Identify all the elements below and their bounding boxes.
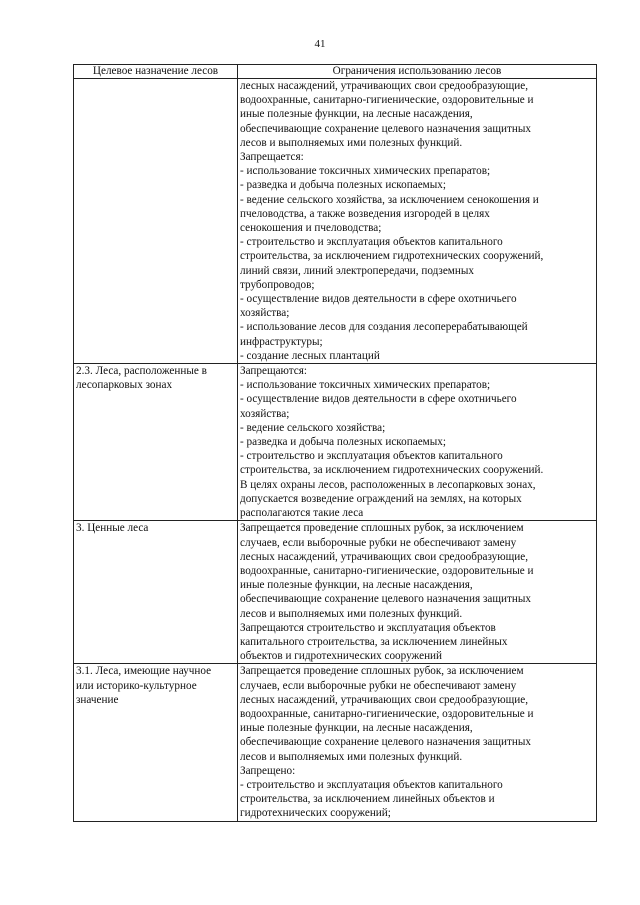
restriction-text-line: строительства, за исключением гидротехнических сооружений, (240, 250, 544, 263)
restriction-text-line: - разведка и добыча полезных ископаемых; (240, 436, 446, 449)
restriction-text-line: случаев, если выборочные рубки не обеспечивают замену (240, 536, 517, 549)
restriction-text-line: Запрещается проведение сплошных рубок, за исключением (240, 522, 524, 535)
header-forest-purpose: Целевое назначение лесов (74, 65, 238, 79)
table-row (74, 664, 597, 821)
restriction-text-line: - осуществление видов деятельности в сфере охотничьего (240, 393, 517, 406)
restriction-text-line: пчеловодства, а также возведения изгородей в целях (240, 207, 490, 220)
restriction-text-line: трубопроводов; (240, 278, 315, 291)
restriction-text-line: - разведка и добыча полезных ископаемых; (240, 179, 446, 192)
category-text-line: лесопарковых зонах (76, 379, 173, 392)
restriction-text-line: капитального строительства, за исключением линейных (240, 635, 508, 648)
forest-category-cell (74, 364, 238, 521)
restriction-text-line: - строительство и эксплуатация объектов капитального (240, 236, 503, 249)
restriction-text-line: сенокошения и пчеловодства; (240, 222, 382, 235)
restriction-text-line: лесов и выполняемых ими полезных функций. (240, 607, 463, 620)
restriction-cell (238, 79, 597, 364)
restriction-text-line: Запрещаются строительство и эксплуатация объектов (240, 621, 496, 634)
restriction-text-line: строительства, за исключением гидротехнических сооружений. (240, 464, 544, 477)
restriction-text-line: допускается возведение ограждений на землях, на которых (240, 492, 522, 505)
restriction-text-line: обеспечивающие сохранение целевого назначения защитных (240, 122, 531, 135)
page-number: 41 (314, 38, 326, 50)
restriction-cell (238, 364, 597, 521)
table-body (74, 79, 597, 822)
forest-restrictions-table (73, 64, 597, 822)
restriction-text-line: Запрещаются: (240, 365, 308, 378)
restriction-text-line: обеспечивающие сохранение целевого назначения защитных (240, 593, 531, 606)
restriction-text-line: гидротехнических сооружений; (240, 807, 391, 820)
restriction-text-line: объектов и гидротехнических сооружений (240, 650, 443, 663)
category-text-line: 3. Ценные леса (76, 522, 149, 535)
restriction-text-line: - ведение сельского хозяйства, за исключением сенокошения и (240, 193, 539, 206)
restriction-text-line: В целях охраны лесов, расположенных в лесопарковых зонах, (240, 478, 536, 491)
restriction-text-line: - осуществление видов деятельности в сфере охотничьего (240, 293, 517, 306)
restriction-text-line: иные полезные функции, на лесные насаждения, (240, 722, 473, 735)
restriction-text-line: строительства, за исключением линейных объектов и (240, 793, 495, 806)
restriction-text-line: лесов и выполняемых ими полезных функций. (240, 136, 463, 149)
category-text-line: 2.3. Леса, расположенные в (76, 365, 207, 378)
restriction-text-line: инфраструктуры; (240, 335, 323, 348)
restriction-text-line: - строительство и эксплуатация объектов капитального (240, 778, 503, 791)
restriction-text-line: лесных насаждений, утрачивающих свои средообразующие, (240, 550, 529, 563)
restriction-text-line: водоохранные, санитарно-гигиенические, оздоровительные и (240, 94, 534, 107)
restriction-text-line: - создание лесных плантаций (240, 349, 380, 362)
table-row (74, 79, 597, 364)
category-text-line: 3.1. Леса, имеющие научное (76, 665, 212, 678)
category-text-line: значение (76, 693, 119, 706)
category-text-line: или историко-культурное (76, 679, 197, 692)
restriction-text-line: обеспечивающие сохранение целевого назначения защитных (240, 736, 531, 749)
restriction-text-line: лесов и выполняемых ими полезных функций. (240, 750, 463, 763)
restriction-text-line: водоохранные, санитарно-гигиенические, оздоровительные и (240, 707, 534, 720)
restriction-text-line: случаев, если выборочные рубки не обеспечивают замену (240, 679, 517, 692)
restriction-text-line: Запрещается: (240, 151, 304, 164)
table-row (74, 364, 597, 521)
restriction-text-line: лесных насаждений, утрачивающих свои средообразующие, (240, 80, 529, 92)
restriction-text-line: иные полезные функции, на лесные насаждения, (240, 579, 473, 592)
forest-category-cell (74, 79, 238, 364)
header-usage-restrictions: Ограничения использованию лесов (238, 65, 597, 79)
restriction-text-line: хозяйства; (240, 407, 290, 420)
restriction-text-line: иные полезные функции, на лесные насаждения, (240, 108, 473, 121)
forest-category-cell (74, 521, 238, 664)
restriction-text-line: - использование токсичных химических препаратов; (240, 165, 491, 178)
restriction-text-line: - ведение сельского хозяйства; (240, 421, 386, 434)
restriction-cell (238, 521, 597, 664)
restriction-text-line: Запрещено: (240, 764, 296, 777)
restriction-text-line: - использование токсичных химических препаратов; (240, 379, 491, 392)
restriction-text-line: располагаются такие леса (240, 507, 364, 520)
restriction-text-line: хозяйства; (240, 307, 290, 320)
restriction-text-line: водоохранные, санитарно-гигиенические, оздоровительные и (240, 564, 534, 577)
restriction-text-line: - использование лесов для создания лесоперерабатывающей (240, 321, 528, 334)
restriction-text-line: Запрещается проведение сплошных рубок, за исключением (240, 665, 524, 678)
restriction-text-line: линий связи, линий электропередачи, подземных (240, 264, 474, 277)
forest-category-cell (74, 664, 238, 821)
restriction-text-line: лесных насаждений, утрачивающих свои средообразующие, (240, 693, 529, 706)
restriction-cell (238, 664, 597, 821)
table-row (74, 521, 597, 664)
table-header-row (74, 65, 597, 79)
restriction-text-line: - строительство и эксплуатация объектов капитального (240, 450, 503, 463)
